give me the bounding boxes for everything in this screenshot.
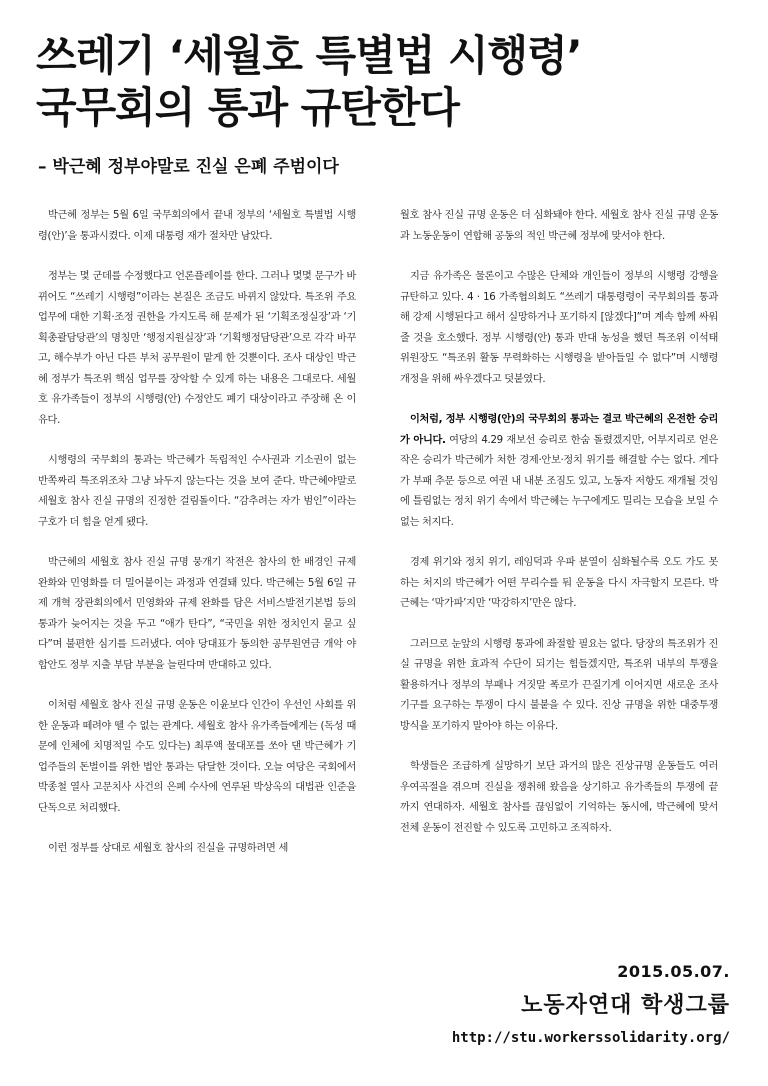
right-paragraph-1: 월호 참사 진실 규명 운동은 더 심화돼야 한다. 세월호 참사 진실 규명 운동과 노동운동이 연합해 공동의 적인 박근혜 정부에 맞서야 한다. [400, 210, 718, 242]
right-paragraph-3 [400, 410, 718, 533]
right-column [400, 206, 718, 859]
page-title [36, 30, 736, 134]
subtitle: – 박근혜 정부야말로 진실 은폐 주범이다 [38, 157, 339, 177]
right-paragraph-4: 경제 위기와 정치 위기, 레임덕과 우파 분열이 심화될수록 오도 가도 못하는 처지의 박근혜가 어떤 무리수를 둬 운동을 다시 자극할지 모른다. 박근혜는 ‘막가파’지만 ‘막강하지’만은 않다. [400, 557, 718, 609]
right-paragraph-3-emphasis: 이처럼, 정부 시행령(안)의 국무회의 통과는 결코 박근혜의 온전한 승리가 아니다. [400, 414, 718, 446]
organization-name: 노동자연대 학생그룹 [521, 993, 730, 1018]
left-column [38, 206, 356, 880]
right-paragraph-6: 학생들은 조급하게 실망하기 보단 과거의 많은 진상규명 운동들도 여러 우여곡절을 겪으며 진실을 쟁취해 왔음을 상기하고 유가족들의 투쟁에 끝까지 연대하자. 세월호 참사를 끊임없이 기억하는 동시에, 박근혜에 맞서 전체 운동이 전진할 수 있도록 고민하고 조직하자. [400, 761, 718, 834]
organization-url[interactable]: http://stu.workerssolidarity.org/ [451, 1030, 730, 1046]
left-paragraph-1: 박근혜 정부는 5월 6일 국무회의에서 끝내 정부의 ‘세월호 특별법 시행령(안)’을 통과시켰다. 이제 대통령 재가 절차만 남았다. [38, 210, 356, 242]
left-paragraph-4: 박근혜의 세월호 참사 진실 규명 뭉개기 작전은 참사의 한 배경인 규제 완화와 민영화를 더 밀어붙이는 과정과 연결돼 있다. 박근혜는 5월 6일 규제 개혁 장관회의에서 민영화와 규제 완화를 담은 서비스발전기본법 등의 통과가 늦어지는 것을 두고 “애가 탄다”, “국민을 위한 정치인지 묻고 싶다”며 불편한 심기를 드러냈다. 여야 당대표가 동의한 공무원연금 개악 야합안도 정부 지출 부담 부분을 늘린다며 반대하고 있다. [38, 557, 356, 671]
title-line-1: 쓰레기 ‘세월호 특별법 시행령’ [36, 31, 582, 80]
issue-date: 2015.05.07. [617, 962, 730, 981]
left-paragraph-5: 이처럼 세월호 참사 진실 규명 운동은 이윤보다 인간이 우선인 사회를 위한 운동과 떼려야 뗄 수 없는 관계다. 세월호 참사 유가족들에게는 (독성 때문에 인체에 치명적일 수도 있다는) 최루액 물대포를 쏘아 댄 박근혜가 기업주들의 돈벌이를 위한 법안 통과는 닦달한 것이다. 오늘 여당은 국회에서 박종철 열사 고문치사 사건의 은폐 수사에 연루된 박상옥의 대법관 인준을 단독으로 처리했다. [38, 700, 356, 814]
title-line-2: 국무회의 통과 규탄한다 [36, 83, 459, 132]
left-paragraph-3: 시행령의 국무회의 통과는 박근혜가 독립적인 수사권과 기소권이 없는 반쪽짜리 특조위조차 그냥 놔두지 않는다는 것을 보여 준다. 박근혜야말로 세월호 참사 진실 규명의 진정한 걸림돌이다. “감추려는 자가 범인”이라는 구호가 더 힘을 얻게 됐다. [38, 455, 356, 528]
left-paragraph-2: 정부는 몇 군데를 수정했다고 언론플레이를 한다. 그러나 몇몇 문구가 바뀌어도 “쓰레기 시행령”이라는 본질은 조금도 바뀌지 않았다. 특조위 주요 업무에 대한 기획·조정 권한을 가지도록 해 문제가 된 ‘기획조정실장’과 ‘기획총괄담당관’의 명칭만 ‘행정지원실장’과 ‘기획행정담당관’으로 각각 바꾸고, 해수부가 아닌 다른 부처 공무원이 맡게 한 것뿐이다. 조사 대상인 박근혜 정부가 특조위 핵심 업무를 장악할 수 있게 하는 내용은 그대로다. 세월호 유가족들이 정부의 시행령(안) 수정안도 폐기 대상이라고 주장해 온 이유다. [38, 271, 356, 426]
right-paragraph-3-rest: 여당의 4.29 재보선 승리로 한숨 돌렸겠지만, 어부지리로 얻은 작은 승리가 박근혜가 처한 경제·안보·정치 위기를 해결할 수는 없다. 게다가 부패 추문 등으로 여권 내 내분 조짐도 있고, 노동자 저항도 재개될 것임에 틀림없는 정치 위기 속에서 박근혜는 누구에게도 밀리는 모습을 보일 수 없는 처지다. [400, 434, 718, 528]
left-paragraph-6: 이런 정부를 상대로 세월호 참사의 진실을 규명하려면 세 [48, 843, 289, 854]
right-paragraph-2: 지금 유가족은 물론이고 수많은 단체와 개인들이 정부의 시행령 강행을 규탄하고 있다. 4 · 16 가족협의회도 “쓰레기 대통령령이 국무회의를 통과해 강제 시행된다고 해서 실망하거나 포기하지 [않겠다]”며 계속 함께 싸워 줄 것을 호소했다. 정부 시행령(안) 통과 반대 농성을 했던 특조위 이석태 위원장도 “특조위 활동 무력화하는 시행령을 받아들일 수 없다”며 시행령 개정을 위해 싸우겠다고 덧붙였다. [400, 271, 718, 385]
right-paragraph-5: 그러므로 눈앞의 시행령 통과에 좌절할 필요는 없다. 당장의 특조위가 진실 규명을 위한 효과적 수단이 되기는 힘들겠지만, 특조위 내부의 투쟁을 활용하거나 정부의 부패나 거짓말 폭로가 끈질기게 이어지면 새로운 조사기구를 요구하는 투쟁이 다시 불붙을 수 있다. 진상 규명을 위한 대중투쟁 방식을 포기하지 말아야 하는 이유다. [400, 638, 718, 732]
